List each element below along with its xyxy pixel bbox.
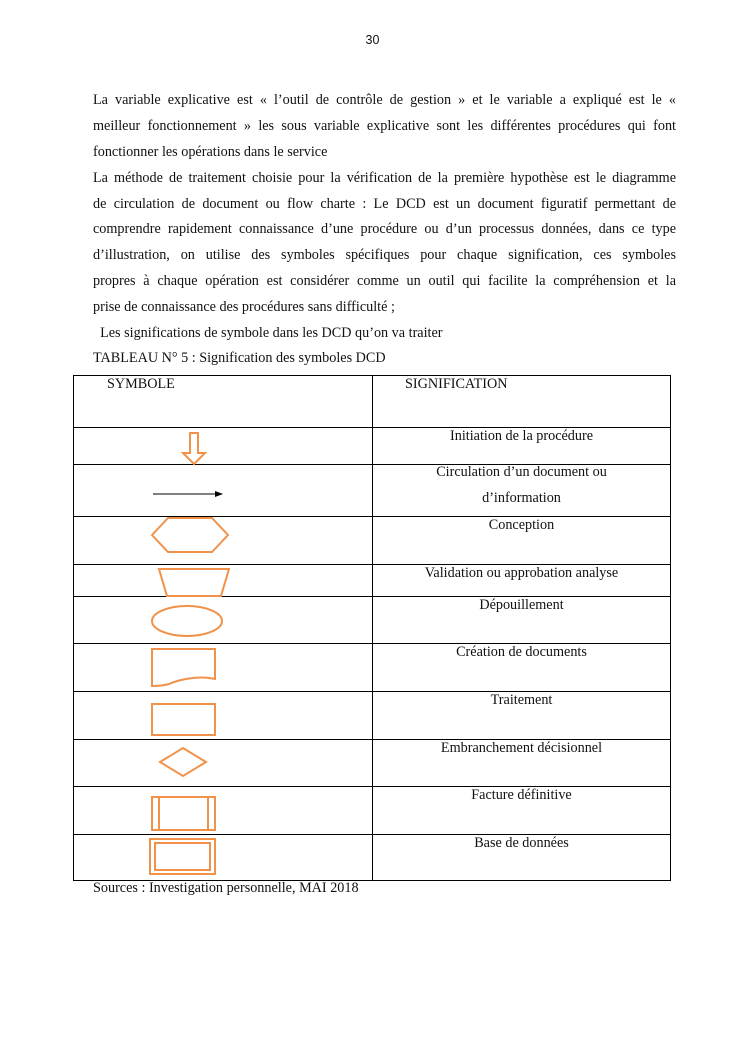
meaning-text-continued: d’information — [482, 490, 561, 506]
down-arrow-icon — [74, 428, 372, 465]
meaning-cell — [373, 565, 671, 597]
symbol-cell — [74, 835, 373, 881]
paragraph-line: d’illustration, on utilise des symboles spécifiques pour chaque signification, ces symboles — [93, 247, 676, 263]
trapezoid-icon — [74, 565, 372, 597]
paragraph-line: La variable explicative est « l’outil de contrôle de gestion » et le variable a expliqué est le « — [93, 92, 676, 108]
meaning-text: Conception — [488, 517, 555, 533]
paragraph-line: Les significations de symbole dans les DCD qu’on va traiter — [93, 325, 443, 341]
symbol-cell — [74, 597, 373, 644]
symbol-cell — [74, 740, 373, 787]
table-header-row — [74, 376, 671, 428]
meaning-cell — [373, 692, 671, 740]
meaning-cell — [373, 517, 671, 565]
predefined-process-icon — [74, 787, 372, 835]
meaning-text: Validation ou approbation analyse — [424, 565, 619, 581]
symbol-cell — [74, 465, 373, 517]
paragraph-line: La méthode de traitement choisie pour la vérification de la première hypothèse est le diagramme — [93, 170, 676, 186]
symbol-cell — [74, 692, 373, 740]
meaning-text: Dépouillement — [479, 597, 564, 613]
meaning-cell — [373, 787, 671, 835]
meaning-text: Circulation d’un document ou — [436, 464, 607, 480]
table-row — [74, 517, 671, 565]
meaning-cell — [373, 835, 671, 881]
paragraph-line: de circulation de document ou flow charte : Le DCD est un document figuratif permettant de — [93, 196, 676, 212]
paragraph-line: comprendre rapidement connaissance d’une procédure ou d’un processus données, dans ce type — [93, 221, 676, 237]
table-row — [74, 692, 671, 740]
double-rectangle-icon — [74, 835, 372, 881]
meaning-text: Traitement — [490, 692, 553, 708]
meaning-text: Base de données — [474, 835, 569, 851]
meaning-text: Initiation de la procédure — [450, 428, 593, 444]
hexagon-icon — [74, 517, 372, 565]
table-row — [74, 597, 671, 644]
paragraph-line: prise de connaissance des procédures sans difficulté ; — [93, 299, 395, 315]
table-row — [74, 787, 671, 835]
table-row — [74, 565, 671, 597]
paragraph-line: meilleur fonctionnement » les sous variable explicative sont les différentes procédures qui font — [93, 118, 676, 134]
meaning-cell — [373, 644, 671, 692]
table-row — [74, 835, 671, 881]
page-number: 30 — [365, 33, 380, 47]
header-symbole: SYMBOLE — [107, 376, 175, 392]
meaning-cell — [373, 740, 671, 787]
table-row — [74, 644, 671, 692]
header-cell — [74, 376, 373, 428]
meaning-text: Facture définitive — [471, 787, 572, 803]
header-cell — [373, 376, 671, 428]
header-signification: SIGNIFICATION — [405, 376, 508, 392]
meaning-cell — [373, 597, 671, 644]
diamond-icon — [74, 740, 372, 787]
paragraph-line: fonctionner les opérations dans le service — [93, 144, 328, 160]
meaning-text: Création de documents — [456, 644, 587, 660]
source-note: Sources : Investigation personnelle, MAI 2018 — [93, 880, 359, 896]
symbol-cell — [74, 644, 373, 692]
symbol-cell — [74, 787, 373, 835]
symbol-cell — [74, 517, 373, 565]
symbol-cell — [74, 565, 373, 597]
table-caption: TABLEAU N° 5 : Signification des symboles DCD — [93, 350, 386, 366]
symbol-cell — [74, 428, 373, 465]
table-row — [74, 465, 671, 517]
symbols-table — [73, 375, 671, 881]
meaning-cell — [373, 465, 671, 517]
table-row — [74, 740, 671, 787]
rectangle-icon — [74, 692, 372, 740]
meaning-text: Embranchement décisionnel — [440, 740, 603, 756]
ellipse-icon — [74, 597, 372, 644]
paragraph-line: propres à chaque opération est considérer comme un outil qui facilite la compréhension et la — [93, 273, 676, 289]
right-arrow-icon — [74, 465, 372, 517]
document-shape-icon — [74, 644, 372, 692]
